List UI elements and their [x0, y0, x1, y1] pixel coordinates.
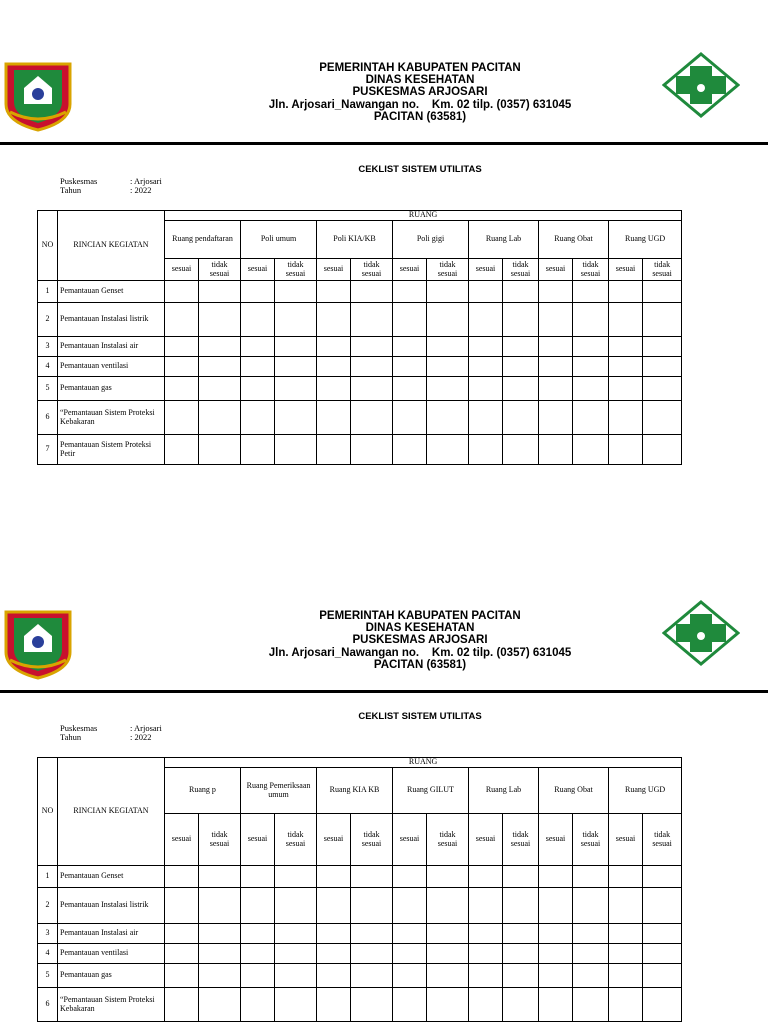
- sesuai-cell[interactable]: [539, 964, 573, 988]
- sesuai-header: sesuai: [393, 259, 427, 281]
- sesuai-cell[interactable]: [241, 988, 275, 1022]
- header-line-4: Jln. Arjosari_Nawangan no. Km. 02 tilp. (0357) 631045: [268, 646, 572, 659]
- tidak-sesuai-header: tidak sesuai: [199, 259, 241, 281]
- sesuai-cell[interactable]: [609, 944, 643, 964]
- tidak-sesuai-cell[interactable]: [351, 866, 393, 888]
- sesuai-cell[interactable]: [241, 924, 275, 944]
- sesuai-cell[interactable]: [317, 944, 351, 964]
- tidak-sesuai-cell[interactable]: [351, 888, 393, 924]
- row-number: 5: [38, 377, 58, 401]
- no-header: NO: [38, 211, 58, 281]
- sesuai-cell[interactable]: [241, 888, 275, 924]
- tidak-sesuai-cell[interactable]: [503, 866, 539, 888]
- header-line-1: PEMERINTAH KABUPATEN PACITAN: [319, 62, 521, 74]
- puskesmas-value: : Arjosari: [130, 176, 162, 186]
- tidak-sesuai-header: tidak sesuai: [427, 259, 469, 281]
- sesuai-cell[interactable]: [609, 924, 643, 944]
- tidak-sesuai-cell[interactable]: [275, 866, 317, 888]
- table-row: [38, 964, 682, 988]
- sesuai-cell[interactable]: [609, 866, 643, 888]
- tidak-sesuai-cell[interactable]: [427, 866, 469, 888]
- tidak-sesuai-cell[interactable]: [573, 964, 609, 988]
- puskesmas-logo-icon: [662, 600, 740, 666]
- sesuai-header: sesuai: [317, 259, 351, 281]
- sesuai-cell[interactable]: [317, 924, 351, 944]
- sesuai-header: sesuai: [609, 259, 643, 281]
- tidak-sesuai-cell[interactable]: [573, 988, 609, 1022]
- sesuai-cell[interactable]: [241, 964, 275, 988]
- tidak-sesuai-cell[interactable]: [351, 964, 393, 988]
- tidak-sesuai-header: tidak sesuai: [573, 814, 609, 866]
- tidak-sesuai-cell[interactable]: [351, 944, 393, 964]
- room-header: Ruang pendaftaran: [165, 221, 241, 259]
- sesuai-cell[interactable]: [165, 944, 199, 964]
- sesuai-cell[interactable]: [165, 964, 199, 988]
- room-header: Ruang Obat: [539, 221, 609, 259]
- tidak-sesuai-header: tidak sesuai: [503, 814, 539, 866]
- tidak-sesuai-header: tidak sesuai: [199, 814, 241, 866]
- tidak-sesuai-cell[interactable]: [275, 924, 317, 944]
- puskesmas-value: : Arjosari: [130, 723, 162, 733]
- sesuai-cell[interactable]: [469, 866, 503, 888]
- row-number: 6: [38, 401, 58, 435]
- ruang-header: RUANG: [165, 211, 682, 221]
- room-header: Ruang p: [165, 768, 241, 814]
- document-title: CEKLIST SISTEM UTILITAS: [358, 711, 482, 722]
- tidak-sesuai-cell[interactable]: [643, 924, 682, 944]
- row-activity: Pemantauan Genset: [58, 281, 165, 303]
- room-header: Ruang Lab: [469, 768, 539, 814]
- sesuai-cell[interactable]: [539, 866, 573, 888]
- tidak-sesuai-cell[interactable]: [573, 888, 609, 924]
- tidak-sesuai-header: tidak sesuai: [503, 259, 539, 281]
- row-activity: “Pemantauan Sistem Proteksi Kebakaran: [58, 988, 165, 1022]
- sesuai-header: sesuai: [469, 259, 503, 281]
- row-number: 2: [38, 303, 58, 337]
- table-row: [38, 866, 682, 888]
- row-activity: Pemantauan Instalasi air: [58, 337, 165, 357]
- row-number: 2: [38, 888, 58, 924]
- sesuai-cell[interactable]: [317, 888, 351, 924]
- sesuai-cell[interactable]: [469, 964, 503, 988]
- row-number: 6: [38, 988, 58, 1022]
- tidak-sesuai-cell[interactable]: [573, 866, 609, 888]
- tidak-sesuai-cell[interactable]: [199, 944, 241, 964]
- header-line-2: DINAS KESEHATAN: [365, 74, 475, 87]
- sesuai-cell[interactable]: [165, 866, 199, 888]
- sesuai-cell[interactable]: [241, 944, 275, 964]
- header-line-3: PUSKESMAS ARJOSARI: [352, 86, 488, 99]
- tidak-sesuai-cell[interactable]: [199, 964, 241, 988]
- sesuai-cell[interactable]: [469, 944, 503, 964]
- sesuai-cell[interactable]: [393, 944, 427, 964]
- tidak-sesuai-cell[interactable]: [427, 988, 469, 1022]
- sesuai-cell[interactable]: [317, 964, 351, 988]
- tidak-sesuai-cell[interactable]: [503, 888, 539, 924]
- puskesmas-label: Puskesmas: [60, 723, 98, 733]
- tidak-sesuai-cell[interactable]: [199, 888, 241, 924]
- tidak-sesuai-cell[interactable]: [351, 924, 393, 944]
- sesuai-cell[interactable]: [165, 988, 199, 1022]
- room-header: Ruang Pemeriksaan umum: [241, 768, 317, 814]
- row-activity: Pemantauan gas: [58, 377, 165, 401]
- tidak-sesuai-cell[interactable]: [427, 888, 469, 924]
- room-header: Ruang UGD: [609, 221, 682, 259]
- tidak-sesuai-cell[interactable]: [275, 988, 317, 1022]
- tidak-sesuai-cell[interactable]: [199, 866, 241, 888]
- sesuai-cell[interactable]: [539, 988, 573, 1022]
- tahun-value: : 2022: [130, 185, 152, 195]
- tidak-sesuai-header: tidak sesuai: [573, 259, 609, 281]
- sesuai-cell[interactable]: [539, 944, 573, 964]
- tidak-sesuai-cell[interactable]: [351, 988, 393, 1022]
- letterhead: [240, 610, 600, 671]
- sesuai-cell[interactable]: [539, 924, 573, 944]
- room-header: Ruang GILUT: [393, 768, 469, 814]
- sesuai-cell[interactable]: [241, 866, 275, 888]
- tidak-sesuai-cell[interactable]: [573, 924, 609, 944]
- sesuai-header: sesuai: [241, 259, 275, 281]
- tidak-sesuai-cell[interactable]: [503, 964, 539, 988]
- header-line-1: PEMERINTAH KABUPATEN PACITAN: [319, 610, 521, 622]
- sesuai-header: sesuai: [241, 814, 275, 866]
- row-activity: Pemantauan Instalasi air: [58, 924, 165, 944]
- sesuai-header: sesuai: [609, 814, 643, 866]
- room-header: Ruang Lab: [469, 221, 539, 259]
- tahun-value: : 2022: [130, 732, 152, 742]
- sesuai-cell[interactable]: [317, 988, 351, 1022]
- tidak-sesuai-header: tidak sesuai: [643, 814, 682, 866]
- tidak-sesuai-cell[interactable]: [427, 944, 469, 964]
- sesuai-cell[interactable]: [393, 964, 427, 988]
- row-activity: Pemantauan gas: [58, 964, 165, 988]
- tahun-label: Tahun: [60, 732, 82, 742]
- row-activity: Pemantauan Sistem Proteksi Petir: [58, 435, 165, 465]
- tidak-sesuai-header: tidak sesuai: [351, 259, 393, 281]
- document-meta: [60, 724, 162, 742]
- tidak-sesuai-header: tidak sesuai: [427, 814, 469, 866]
- room-header: Ruang Obat: [539, 768, 609, 814]
- sesuai-header: sesuai: [539, 814, 573, 866]
- sesuai-header: sesuai: [165, 259, 199, 281]
- letterhead-divider: [0, 690, 768, 693]
- pacitan-regency-emblem-icon: [0, 608, 76, 680]
- tidak-sesuai-cell[interactable]: [427, 964, 469, 988]
- tidak-sesuai-cell[interactable]: [503, 944, 539, 964]
- sesuai-cell[interactable]: [469, 988, 503, 1022]
- room-header: Poli KIA/KB: [317, 221, 393, 259]
- row-number: 1: [38, 281, 58, 303]
- row-activity: “Pemantauan Sistem Proteksi Kebakaran: [58, 401, 165, 435]
- row-activity: Pemantauan Instalasi listrik: [58, 888, 165, 924]
- tahun-label: Tahun: [60, 185, 82, 195]
- row-number: 7: [38, 435, 58, 465]
- sesuai-cell[interactable]: [393, 866, 427, 888]
- table-row: [38, 924, 682, 944]
- sesuai-cell[interactable]: [393, 988, 427, 1022]
- sesuai-cell[interactable]: [609, 964, 643, 988]
- header-line-5: PACITAN (63581): [373, 658, 467, 671]
- tidak-sesuai-cell[interactable]: [199, 988, 241, 1022]
- tidak-sesuai-cell[interactable]: [503, 924, 539, 944]
- document-title: CEKLIST SISTEM UTILITAS: [358, 164, 482, 175]
- room-header: Ruang UGD: [609, 768, 682, 814]
- room-header: Poli gigi: [393, 221, 469, 259]
- header-line-3: PUSKESMAS ARJOSARI: [352, 634, 488, 647]
- row-number: 3: [38, 924, 58, 944]
- row-activity: Pemantauan Genset: [58, 866, 165, 888]
- tidak-sesuai-cell[interactable]: [503, 988, 539, 1022]
- row-number: 4: [38, 944, 58, 964]
- table-row: [38, 944, 682, 964]
- room-header: Poli umum: [241, 221, 317, 259]
- rincian-kegiatan-header: RINCIAN KEGIATAN: [58, 758, 165, 866]
- sesuai-cell[interactable]: [317, 866, 351, 888]
- sesuai-cell[interactable]: [609, 888, 643, 924]
- row-number: 5: [38, 964, 58, 988]
- row-number: 1: [38, 866, 58, 888]
- room-header: Ruang KIA KB: [317, 768, 393, 814]
- sesuai-header: sesuai: [393, 814, 427, 866]
- tidak-sesuai-cell[interactable]: [275, 964, 317, 988]
- tidak-sesuai-cell[interactable]: [427, 924, 469, 944]
- header-line-5: PACITAN (63581): [373, 110, 467, 123]
- utility-checklist-table: [37, 757, 682, 1022]
- row-activity: Pemantauan ventilasi: [58, 357, 165, 377]
- no-header: NO: [38, 758, 58, 866]
- sesuai-header: sesuai: [469, 814, 503, 866]
- sesuai-cell[interactable]: [393, 888, 427, 924]
- tidak-sesuai-header: tidak sesuai: [351, 814, 393, 866]
- rincian-kegiatan-header: RINCIAN KEGIATAN: [58, 211, 165, 281]
- tidak-sesuai-header: tidak sesuai: [643, 259, 682, 281]
- tidak-sesuai-cell[interactable]: [573, 944, 609, 964]
- puskesmas-label: Puskesmas: [60, 176, 98, 186]
- row-activity: Pemantauan ventilasi: [58, 944, 165, 964]
- table-row: [38, 888, 682, 924]
- tidak-sesuai-header: tidak sesuai: [275, 814, 317, 866]
- tidak-sesuai-header: tidak sesuai: [275, 259, 317, 281]
- sesuai-cell[interactable]: [469, 888, 503, 924]
- row-number: 4: [38, 357, 58, 377]
- tidak-sesuai-cell[interactable]: [199, 924, 241, 944]
- tidak-sesuai-cell[interactable]: [643, 944, 682, 964]
- sesuai-header: sesuai: [317, 814, 351, 866]
- header-line-4: Jln. Arjosari_Nawangan no. Km. 02 tilp. (0357) 631045: [268, 98, 572, 111]
- row-activity: Pemantauan Instalasi listrik: [58, 303, 165, 337]
- sesuai-cell[interactable]: [609, 988, 643, 1022]
- header-line-2: DINAS KESEHATAN: [365, 622, 475, 635]
- tidak-sesuai-cell[interactable]: [643, 964, 682, 988]
- sesuai-cell[interactable]: [165, 924, 199, 944]
- sesuai-header: sesuai: [539, 259, 573, 281]
- tidak-sesuai-cell[interactable]: [275, 888, 317, 924]
- sesuai-cell[interactable]: [469, 924, 503, 944]
- tidak-sesuai-cell[interactable]: [275, 944, 317, 964]
- tidak-sesuai-cell[interactable]: [643, 988, 682, 1022]
- tidak-sesuai-cell[interactable]: [643, 866, 682, 888]
- sesuai-cell[interactable]: [539, 888, 573, 924]
- sesuai-cell[interactable]: [165, 888, 199, 924]
- ruang-header: RUANG: [165, 758, 682, 768]
- sesuai-header: sesuai: [165, 814, 199, 866]
- row-number: 3: [38, 337, 58, 357]
- sesuai-cell[interactable]: [393, 924, 427, 944]
- tidak-sesuai-cell[interactable]: [643, 888, 682, 924]
- table-row: [38, 988, 682, 1022]
